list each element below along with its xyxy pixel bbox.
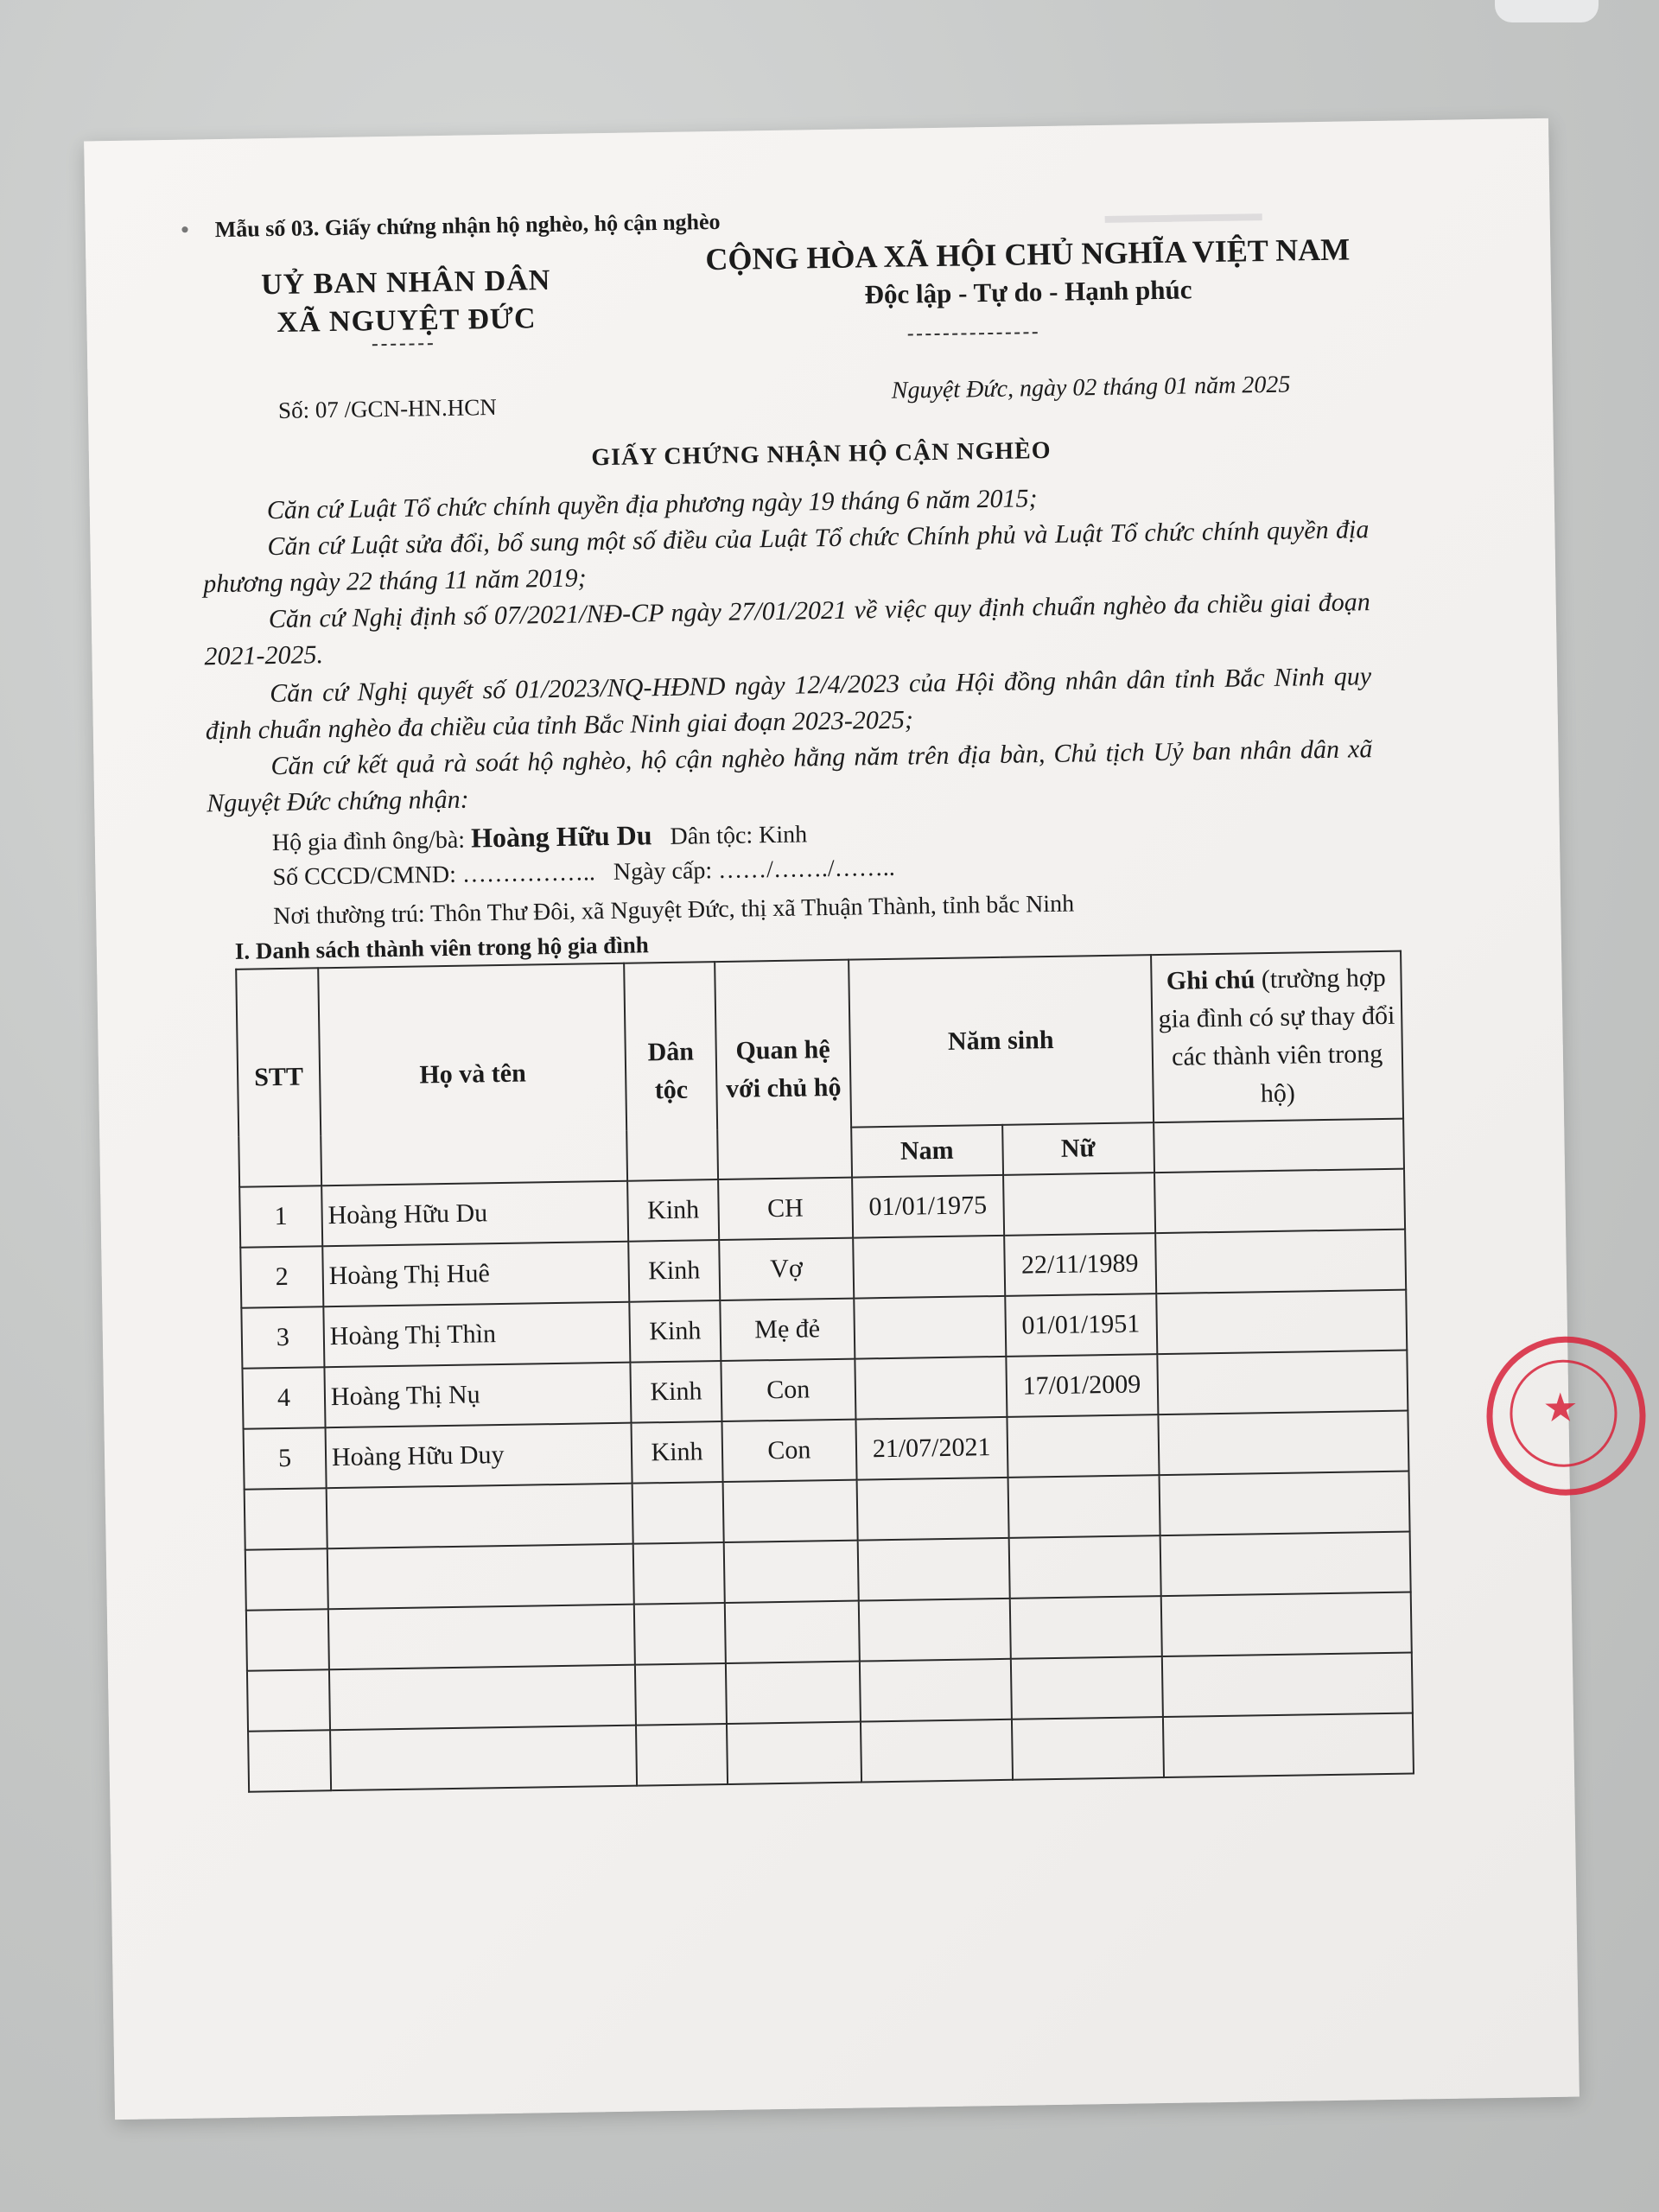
id-issue-date: Ngày cấp: ……/……./…….. [613,854,895,886]
cell-relation [724,1541,859,1603]
cell-relation: Con [721,1420,856,1482]
header-stt: STT [236,968,321,1186]
cell-female: 17/01/2009 [1006,1354,1158,1417]
cell-relation: Con [721,1359,855,1421]
cell-relation: Mẹ đẻ [720,1299,855,1361]
issuing-authority [163,260,648,344]
cell-note [1160,1592,1412,1657]
document-title: GIẤY CHỨNG NHẬN HỘ CẬN NGHÈO [591,436,1052,472]
cell-ethnic [634,1603,726,1665]
cell-male [861,1719,1013,1783]
section-title: I. Danh sách thành viên trong hộ gia đình [234,931,649,964]
cell-name [329,1665,636,1731]
divider [908,332,1038,335]
header-relation: Quan hệ với chủ hộ [715,960,852,1179]
legal-basis-3: Căn cứ Nghị định số 07/2021/NĐ-CP ngày 27/01/2021 về việc quy định chuẩn nghèo đa chiều giai đoạn 2021-2025. [204,588,1370,671]
official-seal [1485,1335,1647,1497]
cell-male [854,1296,1006,1359]
header-note-empty [1154,1119,1404,1173]
cell-stt [246,1609,329,1670]
cell-name: Hoàng Thị Nụ [324,1363,631,1428]
household-head-name: Hoàng Hữu Du [470,819,652,854]
cell-stt: 1 [239,1185,322,1247]
cell-stt [248,1730,331,1791]
cell-relation: Vợ [719,1238,854,1300]
household-head-line [272,817,808,857]
cell-note [1159,1471,1410,1536]
show-through-text: ▬▬▬▬▬▬▬ [1104,200,1262,228]
cell-female [1007,1414,1159,1478]
cell-ethnic: Kinh [629,1300,721,1363]
authority-line-1: UỶ BAN NHÂN DÂN [260,264,551,302]
cell-note [1158,1411,1409,1476]
cell-female [1003,1173,1155,1236]
cell-stt [245,1488,327,1549]
nation-motto: Độc lập - Tự do - Hạnh phúc [864,274,1192,310]
cell-ethnic [632,1482,724,1544]
cell-female [1009,1596,1161,1659]
cell-female: 01/01/1951 [1005,1294,1157,1357]
nation-name: CỘNG HÒA XÃ HỘI CHỦ NGHĨA VIỆT NAM [705,232,1351,277]
cell-male [853,1236,1005,1299]
star-icon: ★ [1541,1385,1580,1431]
place-date: Nguyệt Đức, ngày 02 tháng 01 năm 2025 [891,371,1291,404]
legal-basis-1: Căn cứ Luật Tổ chức chính quyền địa phương ngày 19 tháng 6 năm 2015; [266,484,1038,525]
cell-name [327,1484,633,1549]
cell-note [1160,1532,1411,1597]
cell-relation [723,1480,858,1542]
header-note: Ghi chú (trường hợp gia đình có sự thay đổi các thành viên trong hộ) [1151,951,1403,1123]
cell-note [1161,1653,1413,1718]
cell-ethnic [635,1663,727,1726]
header-name: Họ và tên [318,963,627,1186]
residence: Nơi thường trú: Thôn Thư Đôi, xã Nguyệt Đức, thị xã Thuận Thành, tỉnh bắc Ninh [272,890,1075,931]
header-male: Nam [851,1125,1003,1178]
members-table [235,950,1414,1793]
cell-ethnic: Kinh [630,1361,721,1423]
cell-name [327,1544,634,1610]
header-ethnic: Dân tộc [624,962,718,1181]
cell-ethnic [636,1724,728,1786]
id-number: Số CCCD/CMND: …………….. [272,859,596,892]
cell-note [1156,1290,1408,1355]
legal-basis-4: Căn cứ Nghị quyết số 01/2023/NQ-HĐND ngày 12/4/2023 của Hội đồng nhân dân tỉnh Bắc Ninh quy định chuẩn nghèo đa chiều của tỉnh Bắc Ninh giai đoạn 2023-2025; [205,662,1372,746]
document-page [84,118,1580,2120]
id-line [272,855,895,892]
cell-male [856,1478,1008,1541]
cell-note [1155,1230,1407,1294]
cell-name: Hoàng Hữu Duy [325,1423,632,1489]
legal-basis-5: Căn cứ kết quả rà soát hộ nghèo, hộ cận nghèo hằng năm trên địa bàn, Chủ tịch Uỷ ban nhân dân xã Nguyệt Đức chứng nhận: [206,734,1373,818]
cell-stt: 2 [240,1246,323,1307]
cell-name: Hoàng Thị Huê [322,1242,629,1307]
cell-male: 01/01/1975 [852,1175,1004,1238]
cell-name: Hoàng Hữu Du [321,1181,628,1247]
cell-ethnic [633,1542,725,1605]
cell-stt: 5 [244,1427,327,1489]
cell-stt [247,1669,330,1731]
header-birth-year: Năm sinh [849,955,1154,1127]
cell-male [857,1538,1009,1601]
cell-ethnic: Kinh [627,1179,719,1242]
cell-female [1007,1475,1160,1538]
cell-ethnic: Kinh [632,1421,723,1484]
cell-ethnic: Kinh [628,1240,720,1302]
cell-name [330,1726,637,1791]
cell-stt: 3 [241,1306,324,1368]
cell-relation: CH [718,1178,853,1240]
header-female: Nữ [1002,1122,1154,1175]
cell-female [1010,1656,1162,1719]
cell-note [1154,1169,1406,1234]
cell-note [1157,1351,1408,1415]
cell-female [1012,1717,1164,1780]
ethnicity: Dân tộc: Kinh [670,821,808,850]
cell-relation [726,1662,861,1724]
national-header [639,229,1417,317]
cell-note [1162,1713,1414,1778]
authority-line-2: XÃ NGUYỆT ĐỨC [276,302,537,339]
divider [372,343,433,346]
cell-name: Hoàng Thị Thìn [323,1302,630,1368]
cell-male [860,1659,1012,1722]
cell-name [328,1605,635,1670]
document-number: Số: 07 /GCN-HN.HCN [277,393,498,423]
cell-female: 22/11/1989 [1004,1233,1156,1296]
cell-male [858,1599,1010,1662]
background-object [1495,0,1599,22]
cell-relation [727,1722,861,1784]
bullet-mark: • [180,215,190,245]
cell-stt [245,1548,328,1610]
cell-relation [725,1601,860,1663]
cell-male: 21/07/2021 [855,1417,1007,1480]
form-number: Mẫu số 03. Giấy chứng nhận hộ nghèo, hộ cận nghèo [214,208,721,243]
cell-stt: 4 [242,1367,325,1428]
household-head-label: Hộ gia đình ông/bà: [271,826,466,857]
legal-basis-2: Căn cứ Luật sửa đổi, bổ sung một số điều của Luật Tổ chức Chính phủ và Luật Tổ chức chính quyền địa phương ngày 22 tháng 11 năm 2019; [202,515,1370,599]
cell-male [855,1357,1007,1420]
cell-female [1008,1535,1160,1599]
